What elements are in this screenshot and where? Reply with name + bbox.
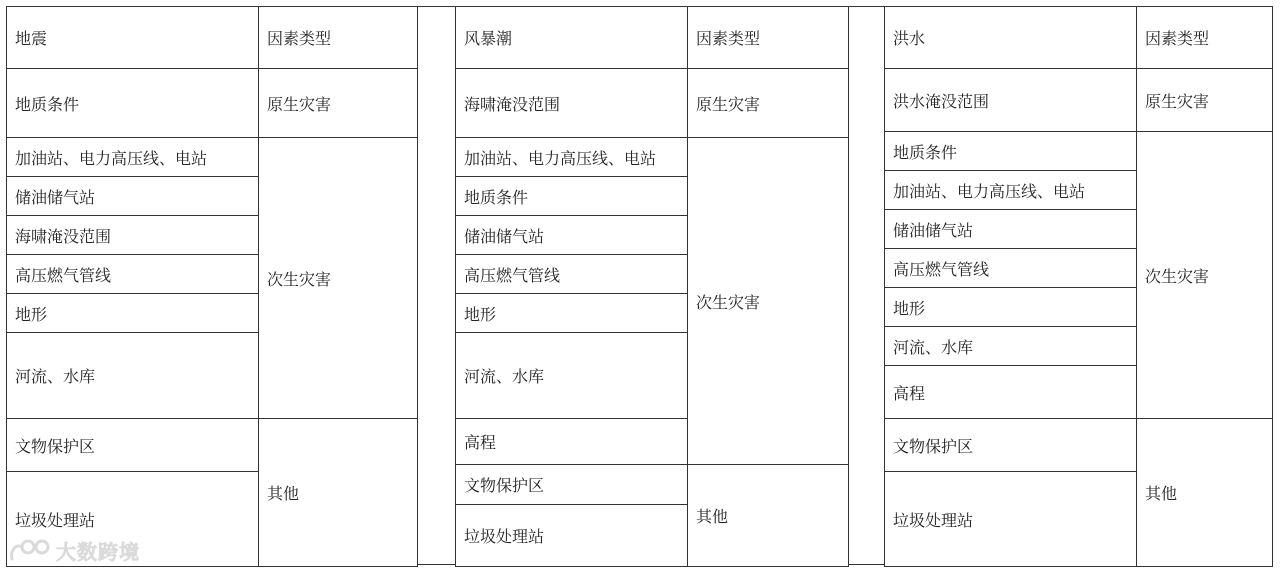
header-disaster: 风暴潮 <box>456 7 688 69</box>
factor-cell: 海啸淹没范围 <box>7 216 259 255</box>
factor-cell: 高程 <box>456 419 688 465</box>
factor-cell: 文物保护区 <box>7 419 259 472</box>
factor-cell: 高压燃气管线 <box>456 255 688 294</box>
column-separator <box>848 6 884 565</box>
brand-logo-icon <box>8 537 52 565</box>
type-cell: 次生灾害 <box>1137 132 1273 419</box>
factor-cell: 地质条件 <box>885 132 1137 171</box>
factor-cell: 高程 <box>885 366 1137 419</box>
header-factor-type: 因素类型 <box>259 7 418 69</box>
factor-cell: 地形 <box>7 294 259 333</box>
factor-cell: 河流、水库 <box>885 327 1137 366</box>
header-disaster: 洪水 <box>885 7 1137 69</box>
factor-cell: 垃圾处理站 <box>7 472 259 567</box>
earthquake-table <box>6 6 418 567</box>
factor-cell: 地形 <box>885 288 1137 327</box>
factor-cell: 地质条件 <box>7 69 259 138</box>
watermark-text: 大数跨境 <box>56 540 140 564</box>
type-cell: 原生灾害 <box>688 69 849 138</box>
factor-cell: 加油站、电力高压线、电站 <box>456 138 688 177</box>
factor-cell: 加油站、电力高压线、电站 <box>885 171 1137 210</box>
factor-cell: 加油站、电力高压线、电站 <box>7 138 259 177</box>
type-cell: 其他 <box>1137 419 1273 567</box>
type-cell: 原生灾害 <box>259 69 418 138</box>
header-disaster: 地震 <box>7 7 259 69</box>
header-factor-type: 因素类型 <box>1137 7 1273 69</box>
factor-cell: 地质条件 <box>456 177 688 216</box>
factor-cell: 高压燃气管线 <box>885 249 1137 288</box>
factor-cell: 储油储气站 <box>456 216 688 255</box>
factor-cell: 高压燃气管线 <box>7 255 259 294</box>
header-factor-type: 因素类型 <box>688 7 849 69</box>
type-cell: 其他 <box>688 465 849 567</box>
type-cell: 次生灾害 <box>259 138 418 419</box>
factor-cell: 地形 <box>456 294 688 333</box>
type-cell: 次生灾害 <box>688 138 849 465</box>
type-cell: 原生灾害 <box>1137 69 1273 132</box>
factor-cell: 洪水淹没范围 <box>885 69 1137 132</box>
column-separator <box>417 6 455 565</box>
factor-cell: 文物保护区 <box>456 465 688 505</box>
factor-cell: 垃圾处理站 <box>885 472 1137 567</box>
factor-cell: 储油储气站 <box>7 177 259 216</box>
storm-surge-table <box>455 6 849 567</box>
factor-cell: 河流、水库 <box>7 333 259 419</box>
type-cell: 其他 <box>259 419 418 567</box>
factor-cell: 海啸淹没范围 <box>456 69 688 138</box>
watermark <box>8 536 140 565</box>
factor-cell: 河流、水库 <box>456 333 688 419</box>
factor-cell: 文物保护区 <box>885 419 1137 472</box>
factor-cell: 垃圾处理站 <box>456 505 688 567</box>
flood-table <box>884 6 1273 567</box>
factor-cell: 储油储气站 <box>885 210 1137 249</box>
